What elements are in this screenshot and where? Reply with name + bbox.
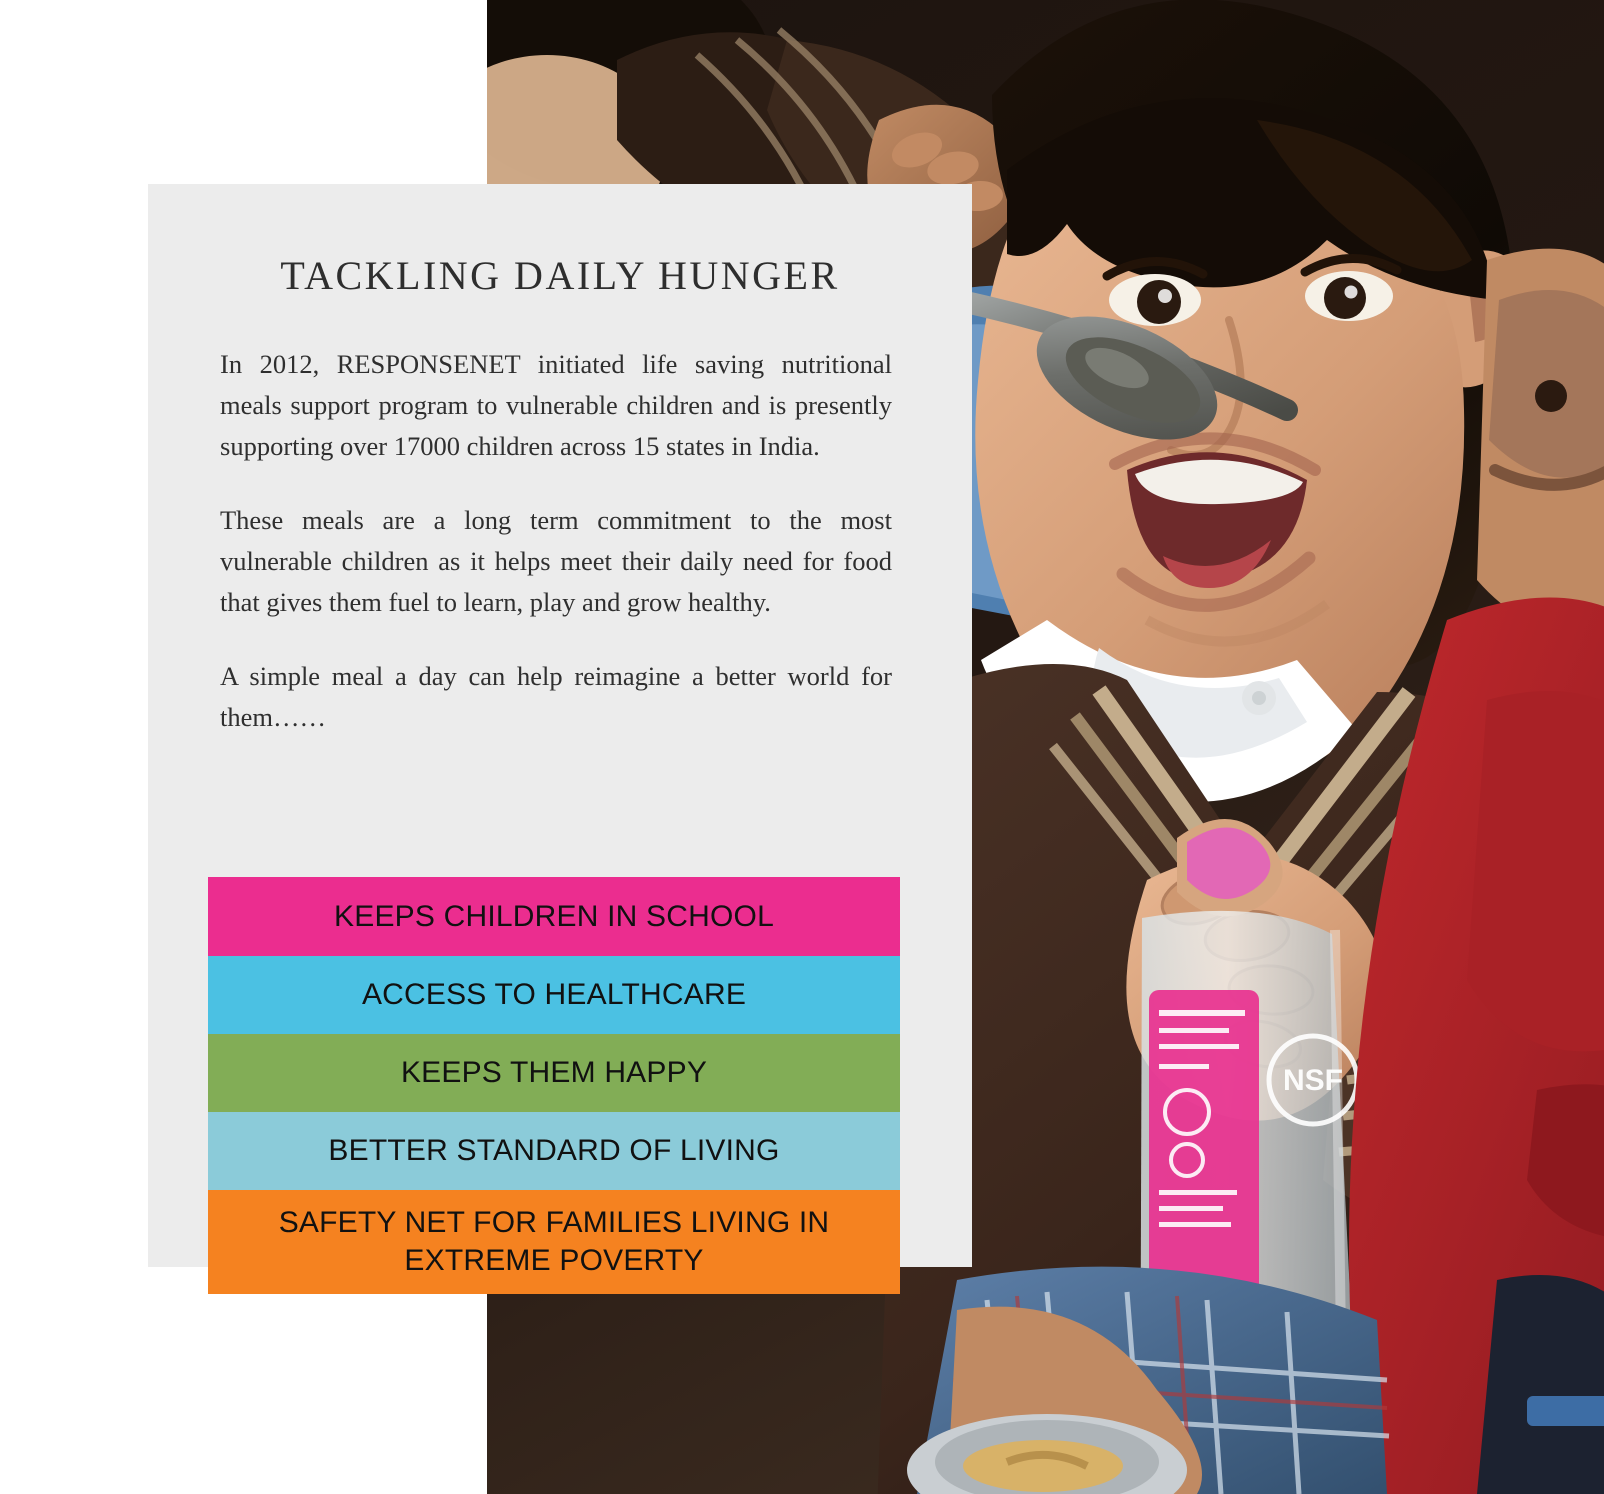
benefit-bar-label: BETTER STANDARD OF LIVING — [328, 1134, 780, 1167]
svg-text:NSF: NSF — [1283, 1064, 1343, 1097]
benefit-bar-better-standard-of-living — [208, 1112, 900, 1190]
page-title: TACKLING DAILY HUNGER — [280, 253, 840, 298]
benefit-bar-label: KEEPS CHILDREN IN SCHOOL — [334, 899, 774, 933]
benefit-bar-keeps-children-in-school — [208, 877, 900, 956]
benefit-bar-keeps-them-happy — [208, 1034, 900, 1112]
paragraph-1: In 2012, RESPONSENET initiated life saving nutritional meals support program to vulnerable children and is presently supporting over 17000 children across 15 states in India. — [220, 349, 892, 461]
benefit-bars-list — [208, 877, 900, 1294]
benefit-bar-label: ACCESS TO HEALTHCARE — [361, 978, 747, 1011]
benefit-bar-label: KEEPS THEM HAPPY — [400, 1056, 708, 1089]
benefit-bar-safety-net-for-families — [208, 1190, 900, 1294]
benefit-bar-label: SAFETY NET FOR FAMILIES LIVING IN EXTREME POVERTY — [278, 1206, 830, 1277]
paragraph-2: These meals are a long term commitment to the most vulnerable children as it helps meet their daily need for food that gives them fuel to learn, play and grow healthy. — [220, 505, 892, 617]
benefit-bar-access-to-healthcare — [208, 956, 900, 1034]
card-body-text — [220, 344, 892, 738]
paragraph-3: A simple meal a day can help reimagine a better world for them…… — [220, 661, 892, 732]
